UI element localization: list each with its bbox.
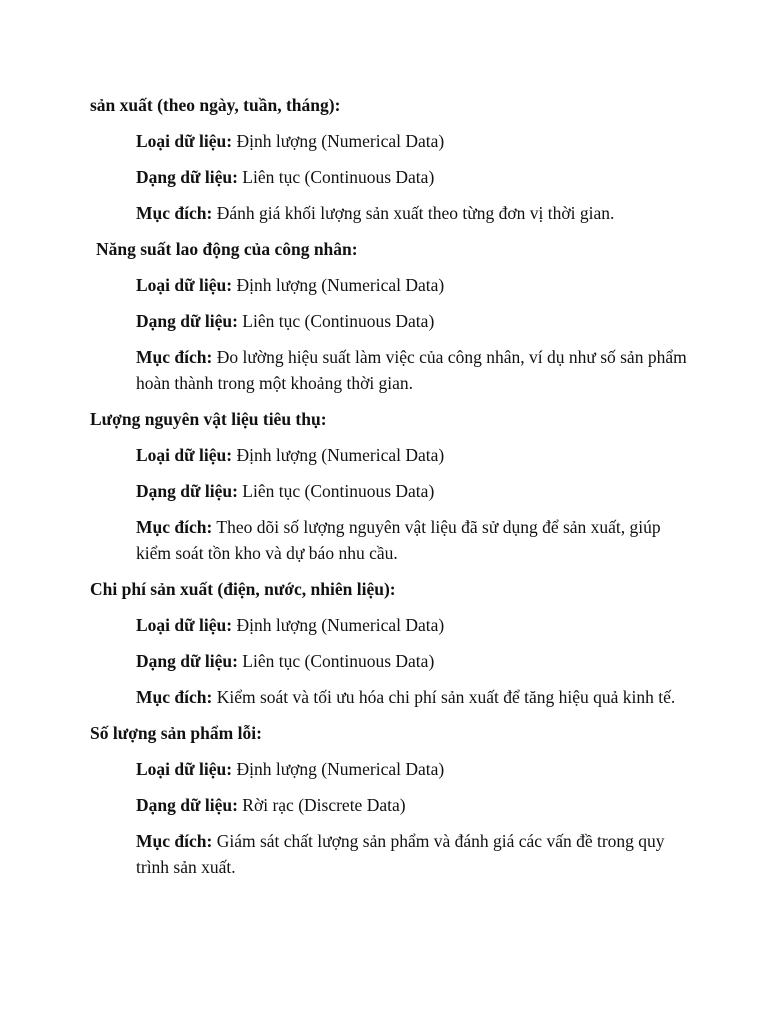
data-form-line <box>136 164 690 190</box>
data-form-line <box>136 478 690 504</box>
field-label: Loại dữ liệu: <box>136 275 233 295</box>
field-value: Định lượng (Numerical Data) <box>236 131 445 151</box>
field-label: Loại dữ liệu: <box>136 131 233 151</box>
field-value: Định lượng (Numerical Data) <box>236 615 445 635</box>
data-form-line <box>136 308 690 334</box>
data-type-line <box>136 272 690 298</box>
data-form-line <box>136 792 690 818</box>
section-heading: sản xuất (theo ngày, tuần, tháng): <box>90 95 341 115</box>
data-type-line <box>136 612 690 638</box>
field-value: Liên tục (Continuous Data) <box>242 311 435 331</box>
purpose-line <box>136 514 690 566</box>
field-value: Kiểm soát và tối ưu hóa chi phí sản xuất để tăng hiệu quả kinh tế. <box>216 687 676 707</box>
field-label: Dạng dữ liệu: <box>136 311 238 331</box>
field-label: Dạng dữ liệu: <box>136 651 238 671</box>
purpose-line <box>136 828 690 880</box>
field-value: Rời rạc (Discrete Data) <box>242 795 406 815</box>
data-type-line <box>136 128 690 154</box>
field-label: Dạng dữ liệu: <box>136 481 238 501</box>
data-form-line <box>136 648 690 674</box>
field-value: Đánh giá khối lượng sản xuất theo từng đơn vị thời gian. <box>216 203 615 223</box>
section-heading: Chi phí sản xuất (điện, nước, nhiên liệu): <box>90 579 396 599</box>
field-label: Mục đích: <box>136 203 213 223</box>
section <box>90 406 690 566</box>
field-label: Loại dữ liệu: <box>136 445 233 465</box>
field-value: Định lượng (Numerical Data) <box>236 445 445 465</box>
section-heading: Năng suất lao động của công nhân: <box>96 239 358 259</box>
field-value: Đo lường hiệu suất làm việc của công nhân, ví dụ như số sản phẩm hoàn thành trong một khoảng thời gian. <box>136 347 687 393</box>
purpose-line <box>136 344 690 396</box>
section-heading: Số lượng sản phẩm lỗi: <box>90 723 262 743</box>
section <box>90 576 690 710</box>
field-value: Định lượng (Numerical Data) <box>236 275 445 295</box>
field-label: Loại dữ liệu: <box>136 759 233 779</box>
data-type-line <box>136 756 690 782</box>
field-value: Liên tục (Continuous Data) <box>242 651 435 671</box>
field-label: Dạng dữ liệu: <box>136 167 238 187</box>
field-value: Theo dõi số lượng nguyên vật liệu đã sử dụng để sản xuất, giúp kiểm soát tồn kho và dự báo nhu cầu. <box>136 517 661 563</box>
field-value: Liên tục (Continuous Data) <box>242 481 435 501</box>
section-heading: Lượng nguyên vật liệu tiêu thụ: <box>90 409 327 429</box>
field-label: Mục đích: <box>136 517 213 537</box>
field-value: Định lượng (Numerical Data) <box>236 759 445 779</box>
document-body <box>90 92 690 890</box>
field-value: Giám sát chất lượng sản phẩm và đánh giá các vấn đề trong quy trình sản xuất. <box>136 831 665 877</box>
field-label: Mục đích: <box>136 687 213 707</box>
purpose-line <box>136 684 690 710</box>
field-label: Mục đích: <box>136 831 213 851</box>
purpose-line <box>136 200 690 226</box>
data-type-line <box>136 442 690 468</box>
field-label: Dạng dữ liệu: <box>136 795 238 815</box>
field-value: Liên tục (Continuous Data) <box>242 167 435 187</box>
section <box>90 236 690 396</box>
field-label: Mục đích: <box>136 347 213 367</box>
field-label: Loại dữ liệu: <box>136 615 233 635</box>
section <box>90 92 690 226</box>
section <box>90 720 690 880</box>
